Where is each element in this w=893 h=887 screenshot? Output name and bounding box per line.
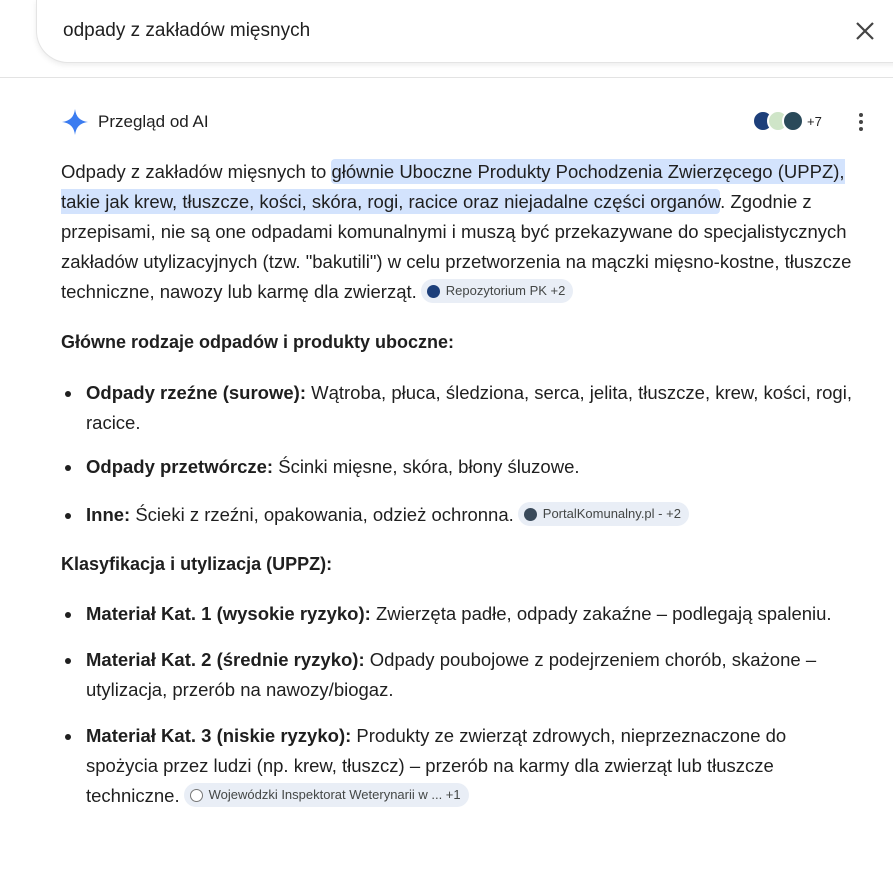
source-icon <box>427 285 440 298</box>
list-item: Odpady rzeźne (surowe): Wątroba, płuca, śledziona, serca, jelita, tłuszcze, krew, kości, rogi, racice. <box>61 378 861 438</box>
close-icon[interactable] <box>853 19 877 43</box>
list <box>61 599 861 811</box>
search-input[interactable]: odpady z zakładów mięsnych <box>63 20 311 41</box>
list <box>61 378 861 530</box>
list-item: Inne: Ścieki z rzeźni, opakowania, odzież ochronna. PortalKomunalny.pl - +2 <box>61 500 861 530</box>
list-item: Odpady przetwórcze: Ścinki mięsne, skóra, błony śluzowe. <box>61 452 861 482</box>
ai-overview-content <box>61 157 861 811</box>
ai-overview-title: Przegląd od AI <box>98 112 209 131</box>
globe-icon <box>190 789 203 802</box>
section-heading: Główne rodzaje odpadów i produkty uboczne: <box>61 332 455 352</box>
intro-paragraph: Odpady z zakładów mięsnych to głównie Uboczne Produkty Pochodzenia Zwierzęcego (UPPZ), takie jak krew, tłuszcze, kości, skóra, rogi, racice oraz niejadalne części organów. Zgodnie z przepisami, nie są one odpadami komunalnymi i muszą być przekazywane do specjalistycznych zakładów utylizacyjnych (tzw. "bakutili") w celu przetworzenia na mączki mięsno-kostne, tłuszcze techniczne, nawozy lub karmę dla zwierząt. Repozytorium PK +2 <box>61 161 852 302</box>
ai-overview-header <box>61 108 209 136</box>
source-chip[interactable]: PortalKomunalny.pl - +2 <box>518 502 689 526</box>
search-bar[interactable] <box>36 0 893 63</box>
divider <box>0 77 893 78</box>
source-chip[interactable]: Repozytorium PK +2 <box>421 279 574 303</box>
highlighted-text: głównie Uboczne Produkty Pochodzenia Zwierzęcego (UPPZ), takie jak krew, tłuszcze, kości, skóra, rogi, racice oraz niejadalne części organów <box>61 161 845 212</box>
source-chip[interactable]: Wojewódzki Inspektorat Weterynarii w ... +1 <box>184 783 469 807</box>
source-icon <box>524 508 537 521</box>
more-options-icon[interactable] <box>858 113 864 133</box>
sources-more-count: +7 <box>807 113 822 129</box>
list-item: Materiał Kat. 3 (niskie ryzyko): Produkty ze zwierząt zdrowych, nieprzeznaczone do spożycia przez ludzi (np. krew, tłuszcz) – przerób na karmy dla zwierząt lub tłuszcze techniczne. Wojewódzki Inspektorat Weterynarii w ... +1 <box>61 721 861 811</box>
section-heading: Klasyfikacja i utylizacja (UPPZ): <box>61 554 333 574</box>
list-item: Materiał Kat. 1 (wysokie ryzyko): Zwierzęta padłe, odpady zakaźne – podlegają spaleniu. <box>61 599 861 629</box>
list-item: Materiał Kat. 2 (średnie ryzyko): Odpady poubojowe z podejrzeniem chorób, skażone – utylizacja, przerób na nawozy/biogaz. <box>61 645 861 705</box>
source-favicons[interactable] <box>752 110 822 132</box>
sparkle-icon <box>61 108 89 136</box>
source-favicon-icon <box>782 110 804 132</box>
